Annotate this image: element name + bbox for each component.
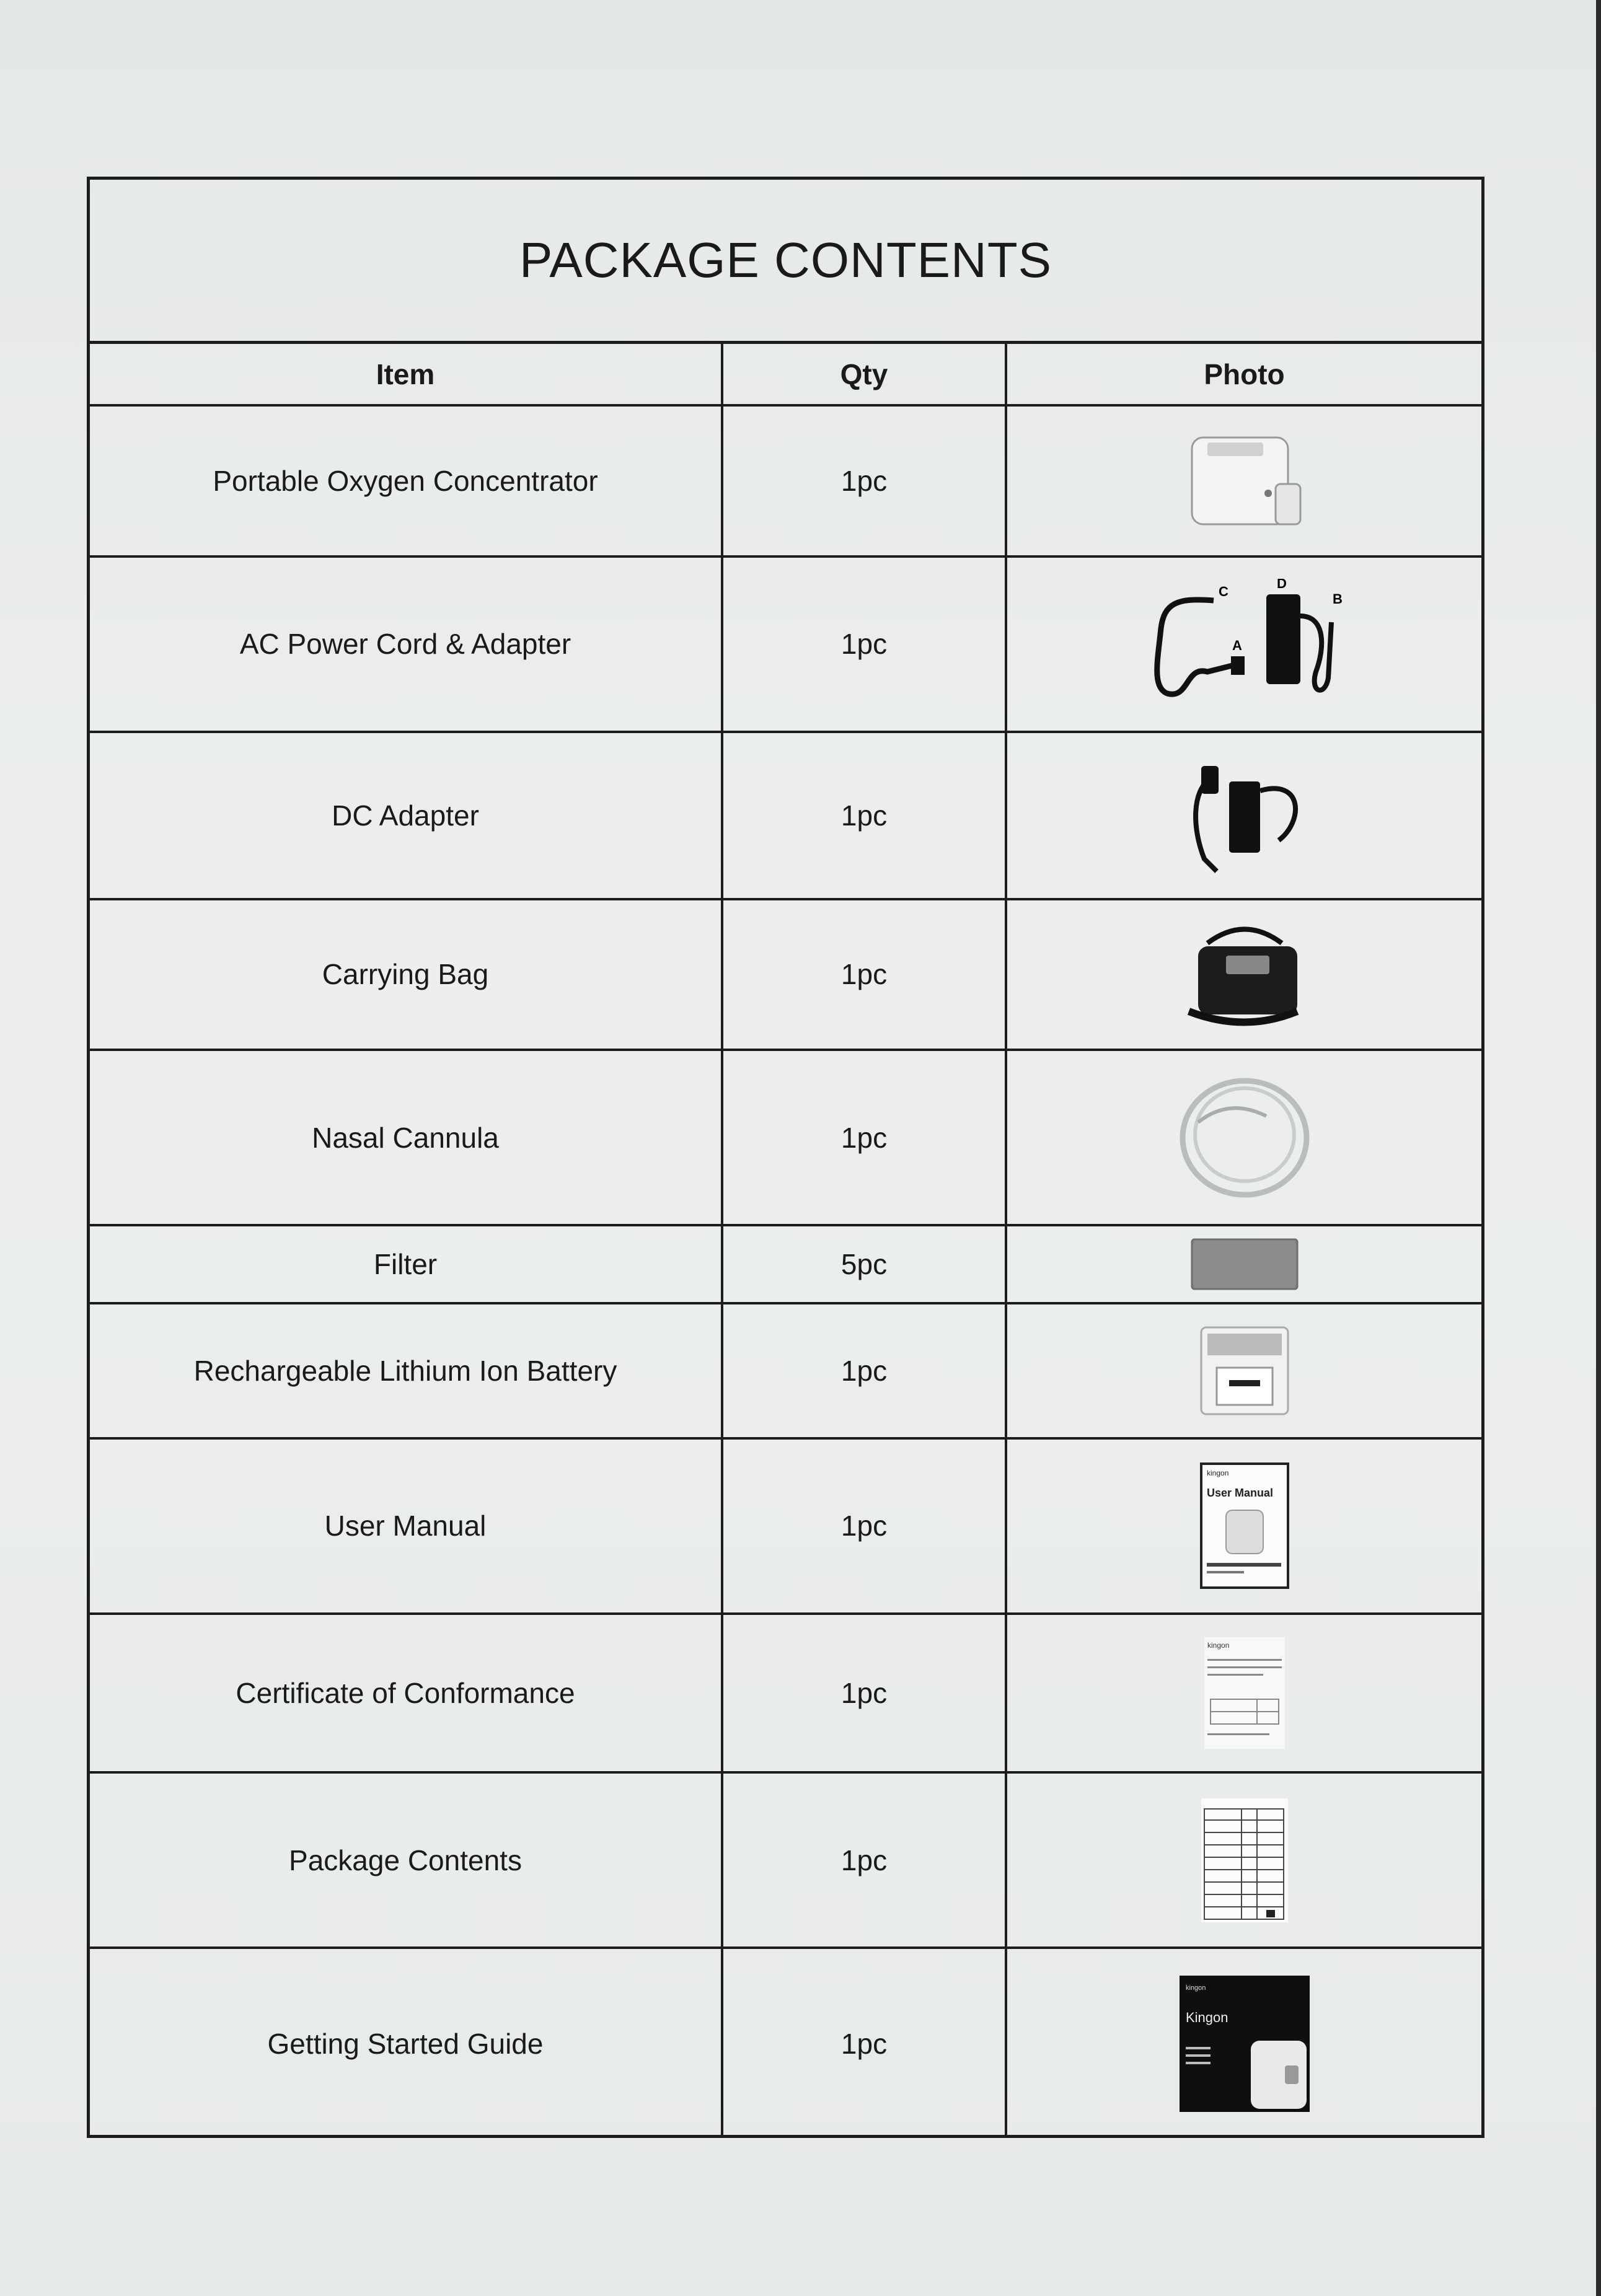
item-qty: 1pc xyxy=(722,1772,1006,1948)
package-contents-sheet-icon xyxy=(1198,1795,1291,1925)
item-name: Certificate of Conformance xyxy=(90,1614,722,1773)
item-qty: 1pc xyxy=(722,1050,1006,1225)
manual-title: User Manual xyxy=(1206,1487,1273,1500)
item-qty: 5pc xyxy=(722,1225,1006,1303)
callout-d: D xyxy=(1276,579,1287,592)
package-contents-document xyxy=(87,177,1484,2138)
callout-c: C xyxy=(1218,584,1228,600)
item-photo xyxy=(1006,899,1481,1050)
table-row xyxy=(90,1614,1481,1773)
filter-icon xyxy=(1189,1236,1300,1292)
column-header-qty: Qty xyxy=(722,344,1006,405)
callout-a: A xyxy=(1232,638,1242,654)
item-qty: 1pc xyxy=(722,732,1006,899)
item-photo xyxy=(1006,1303,1481,1438)
item-photo xyxy=(1006,1438,1481,1614)
getting-started-guide-icon xyxy=(1176,1973,1313,2115)
column-header-item: Item xyxy=(90,344,722,405)
table-row xyxy=(90,1772,1481,1948)
item-name: Package Contents xyxy=(90,1772,722,1948)
item-qty: 1pc xyxy=(722,1614,1006,1773)
item-name: DC Adapter xyxy=(90,732,722,899)
power-cord-adapter-icon xyxy=(1139,579,1350,709)
table-header-row xyxy=(90,344,1481,405)
callout-b: B xyxy=(1332,591,1343,607)
oxygen-concentrator-icon xyxy=(1183,425,1307,537)
guide-title: Kingon xyxy=(1185,2009,1228,2025)
manual-brand: kingon xyxy=(1206,1469,1228,1478)
table-row xyxy=(90,1438,1481,1614)
item-name: Getting Started Guide xyxy=(90,1948,722,2138)
sheet-edge xyxy=(1596,0,1601,2296)
guide-brand: kingon xyxy=(1185,1984,1206,1992)
table-row xyxy=(90,1050,1481,1225)
item-name: AC Power Cord & Adapter xyxy=(90,556,722,732)
item-qty: 1pc xyxy=(722,1948,1006,2138)
item-name: Nasal Cannula xyxy=(90,1050,722,1225)
item-photo xyxy=(1006,1614,1481,1773)
dc-adapter-icon xyxy=(1180,754,1310,877)
column-header-photo: Photo xyxy=(1006,344,1481,405)
item-photo xyxy=(1006,1948,1481,2138)
certificate-icon xyxy=(1201,1634,1288,1752)
item-photo xyxy=(1006,1050,1481,1225)
contents-table xyxy=(90,344,1481,2138)
battery-icon xyxy=(1195,1321,1294,1420)
nasal-cannula-icon xyxy=(1173,1073,1316,1203)
item-photo xyxy=(1006,556,1481,732)
item-photo xyxy=(1006,405,1481,556)
item-qty: 1pc xyxy=(722,899,1006,1050)
item-name: Filter xyxy=(90,1225,722,1303)
table-row xyxy=(90,732,1481,899)
item-photo xyxy=(1006,1225,1481,1303)
item-qty: 1pc xyxy=(722,405,1006,556)
table-row xyxy=(90,1225,1481,1303)
item-name: Carrying Bag xyxy=(90,899,722,1050)
table-row xyxy=(90,556,1481,732)
item-qty: 1pc xyxy=(722,1303,1006,1438)
item-name: Portable Oxygen Concentrator xyxy=(90,405,722,556)
item-photo xyxy=(1006,1772,1481,1948)
certificate-brand: kingon xyxy=(1207,1640,1229,1650)
item-qty: 1pc xyxy=(722,556,1006,732)
table-row xyxy=(90,405,1481,556)
item-photo xyxy=(1006,732,1481,899)
item-name: User Manual xyxy=(90,1438,722,1614)
carrying-bag-icon xyxy=(1183,918,1307,1030)
user-manual-icon xyxy=(1198,1461,1291,1591)
table-row xyxy=(90,1948,1481,2138)
item-qty: 1pc xyxy=(722,1438,1006,1614)
document-title: PACKAGE CONTENTS xyxy=(90,180,1481,344)
table-row xyxy=(90,899,1481,1050)
item-name: Rechargeable Lithium Ion Battery xyxy=(90,1303,722,1438)
table-row xyxy=(90,1303,1481,1438)
